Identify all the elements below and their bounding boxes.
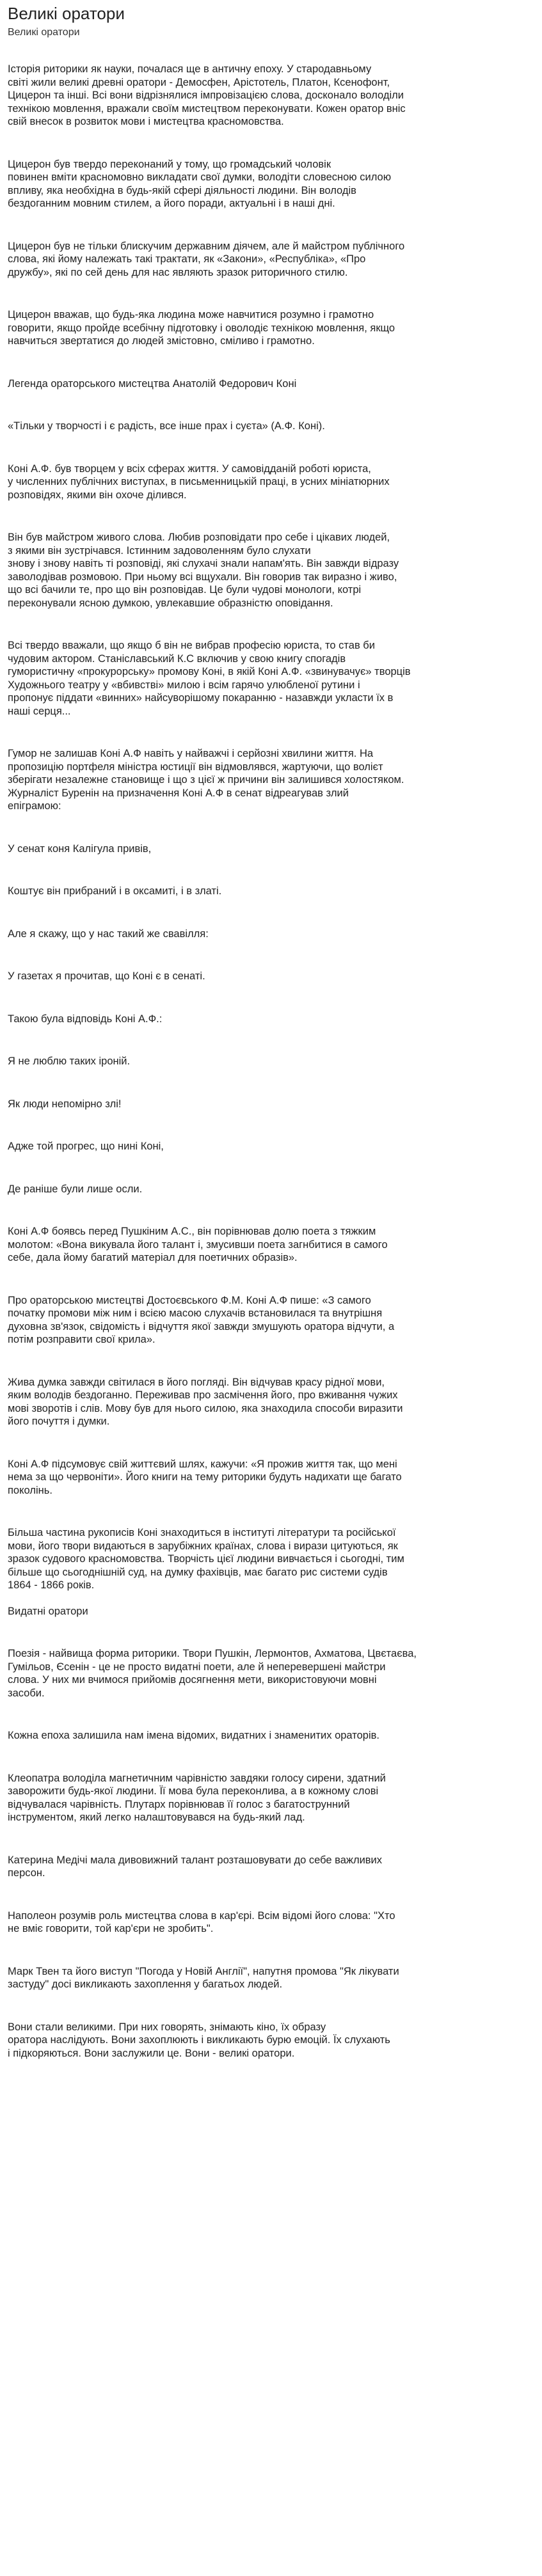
paragraph: Адже той прогрес, що нині Коні, xyxy=(8,1141,164,1152)
paragraph: Але я скажу, що у нас такий же свавілля: xyxy=(8,928,209,940)
paragraph: Легенда ораторського мистецтва Анатолій Федорович Коні xyxy=(8,377,297,390)
paragraph: Вони стали великими. При них говорять, знімають кіно, їх образу оратора наслідують. Вони захоплюють і викликають бурю емоцій. Їх слухають і підкоряються. Вони заслужили це. Вони - великі оратори. xyxy=(8,2021,390,2059)
paragraph: Про ораторською мистецтві Достоєвського Ф.М. Коні А.Ф пише: «З самого початку промови між ним і всією масою слухачів встановилася та внутрішня духовна зв'язок, свідомість і відчуття якої завжди змушують оратора відчути, а потім розправити свої крила». xyxy=(8,1294,395,1345)
page-title: Великі оратори xyxy=(8,4,125,23)
paragraph: Він був майстром живого слова. Любив розповідати про себе і цікавих людей, з якими він зустрічався. Істинним задоволенням було слухати знову і знову навіть ті розповіді, які слухачі знали напам'ять. Він завжди відразу заволодівав розмовою. При ньому всі вщухали. Він говорив так виразно і живо, що всі бачили те, про що він розповідав. Це були чудові монологи, котрі переконували ясною думкою, увлекавшие образністю оповідання. xyxy=(8,532,399,609)
paragraph: Клеопатра володіла магнетичним чарівністю завдяки голосу сирени, здатний заворожити будь-якої людини. Її мова була переконлива, а в кожному слові відчувалася чарівність. Плутарх порівнював її голос з багатострунний інструментом, який легко налаштовувався на будь-який лад. xyxy=(8,1772,386,1823)
paragraph: Кожна епоха залишила нам імена відомих, видатних і знаменитих ораторів. xyxy=(8,1730,379,1741)
paragraph: Як люди непомірно злі! xyxy=(8,1098,122,1110)
paragraph: У газетах я прочитав, що Коні є в сенаті. xyxy=(8,970,205,982)
paragraph: Цицерон був не тільки блискучим державним діячем, але й майстром публічного слова, які йому належать такі трактати, як «Закони», «Республіка», «Про дружбу», які по сей день для нас являють зразок риторичного стилю. xyxy=(8,240,405,278)
paragraph: Коні А.Ф. був творцем у всіх сферах життя. У самовідданій роботі юриста, у численних публічних виступах, в письменницькій праці, в усних мініатюрних розповідях, якими він охоче ділився. xyxy=(8,462,390,501)
paragraph: Катерина Медічі мала дивовижний талант розташовувати до себе важливих персон. xyxy=(8,1854,383,1879)
page-subtitle: Великі оратори xyxy=(8,27,80,38)
paragraph: Коні А.Ф підсумовує свій життєвий шлях, кажучи: «Я прожив життя так, що мені нема за що червоніти». Його книги на тему риторики будуть надихати ще багато поколінь. xyxy=(8,1458,402,1496)
paragraph: Всі твердо вважали, що якщо б він не вибрав професію юриста, то став би чудовим актором. Станіславський К.С включив у свою книгу спогадів гумористичну «прокурорську» промову Коні, в якій Коні А.Ф. «звинувачує» творців Художнього театру у «вбивстві» милою і всім гарячо улюбленої рутини і пропонує піддати «винних» найсуворішому покаранню - назавжди укласти їх в наші серця... xyxy=(8,640,411,717)
paragraph: Гумор не залишав Коні А.Ф навіть у найважчі і серйозні хвилини життя. На пропозицію портфеля міністра юстиції він відмовлявся, жартуючи, що волієт зберігати незалежне становище і що з цієї ж причини він залишився холостяком. Журналіст Буренін на призначення Коні А.Ф в сенат відреагував злий епіграмою: xyxy=(8,748,404,812)
paragraph: Де раніше були лише осли. xyxy=(8,1183,143,1195)
paragraph: Марк Твен та його виступ "Погода у Новій Англії", напутня промова "Як лікувати застуду" досі викликають захоплення у багатьох людей. xyxy=(8,1965,399,1990)
paragraph: Більша частина рукописів Коні знаходиться в інституті літератури та російської мови, його твори видаються в зарубіжних країнах, слова і вирази цитуються, як зразок судового красномовства. Творчість цієї людини вивчається і сьогодні, тим більше що сьогоднішній суд, на думку фахівців, має багато рис системи судів 1864 - 1866 років. xyxy=(8,1527,404,1591)
paragraph: Я не люблю таких іроній. xyxy=(8,1055,131,1067)
paragraph: У сенат коня Калігула привів, xyxy=(8,842,152,855)
paragraph: Коштує він прибраний і в оксамиті, і в златі. xyxy=(8,885,222,897)
paragraph: Історія риторики як науки, почалася ще в античну епоху. У стародавньому світі жили великі древні оратори - Демосфен, Арістотель, Платон, Ксенофонт, Цицерон та інші. Всі вони відрізнялися імпровізацією слова, досконало володіли технікою мовлення, вражали своїм мистецтвом переконувати. Кожен оратор вніс свій внесок в розвиток мови і мистецтва красномовства. xyxy=(8,63,406,127)
paragraph: Такою була відповідь Коні А.Ф.: xyxy=(8,1013,163,1025)
paragraph: «Тільки у творчості і є радість, все інше прах і суєта» (А.Ф. Коні). xyxy=(8,420,325,432)
paragraph: Коні А.Ф боявсь перед Пушкіним А.С., він порівнював долю поета з тяжким молотом: «Вона викувала його талант і, змусивши поета загнбитися в самого себе, дала йому багатий матеріал для поетичних образів». xyxy=(8,1226,388,1263)
paragraph: Цицерон був твердо переконаний у тому, що громадський чоловік повинен вміти красномовно викладати свої думки, володіти словесною силою впливу, яка необхідна в будь-якій сфері діяльності людини. Він володів бездоганним мовним стилем, а його поради, актуальні і в наші дні. xyxy=(8,158,392,209)
paragraph: Наполеон розумів роль мистецтва слова в кар'єрі. Всім відомі його слова: "Хто не вміє говорити, той кар'єри не зробить". xyxy=(8,1909,395,1934)
article-body xyxy=(8,63,534,2060)
paragraph: Цицерон вважав, що будь-яка людина може навчитися розумно і грамотно говорити, якщо пройде всебічну підготовку і оволодіє технікою мовлення, якщо навчиться звертатися до людей змістовно, сміливо і грамотно. xyxy=(8,309,395,347)
paragraph: Жива думка завжди світилася в його погляді. Він відчував красу рідної мови, яким володів бездоганно. Переживав про засмічення його, про вживання чужих мові зворотів і слів. Мову був для нього силою, яка знаходила способи виразити його почуття і думки. xyxy=(8,1376,403,1427)
paragraph: Видатні оратори xyxy=(8,1605,88,1617)
paragraph: Поезія - найвища форма риторики. Твори Пушкін, Лермонтов, Ахматова, Цвєтаєва, Гумільов, Єсенін - це не просто видатні поети, але й неперевершені майстри слова. У них ми вчимося прийомів досягнення мети, використовуючи мовні засоби. xyxy=(8,1648,417,1699)
